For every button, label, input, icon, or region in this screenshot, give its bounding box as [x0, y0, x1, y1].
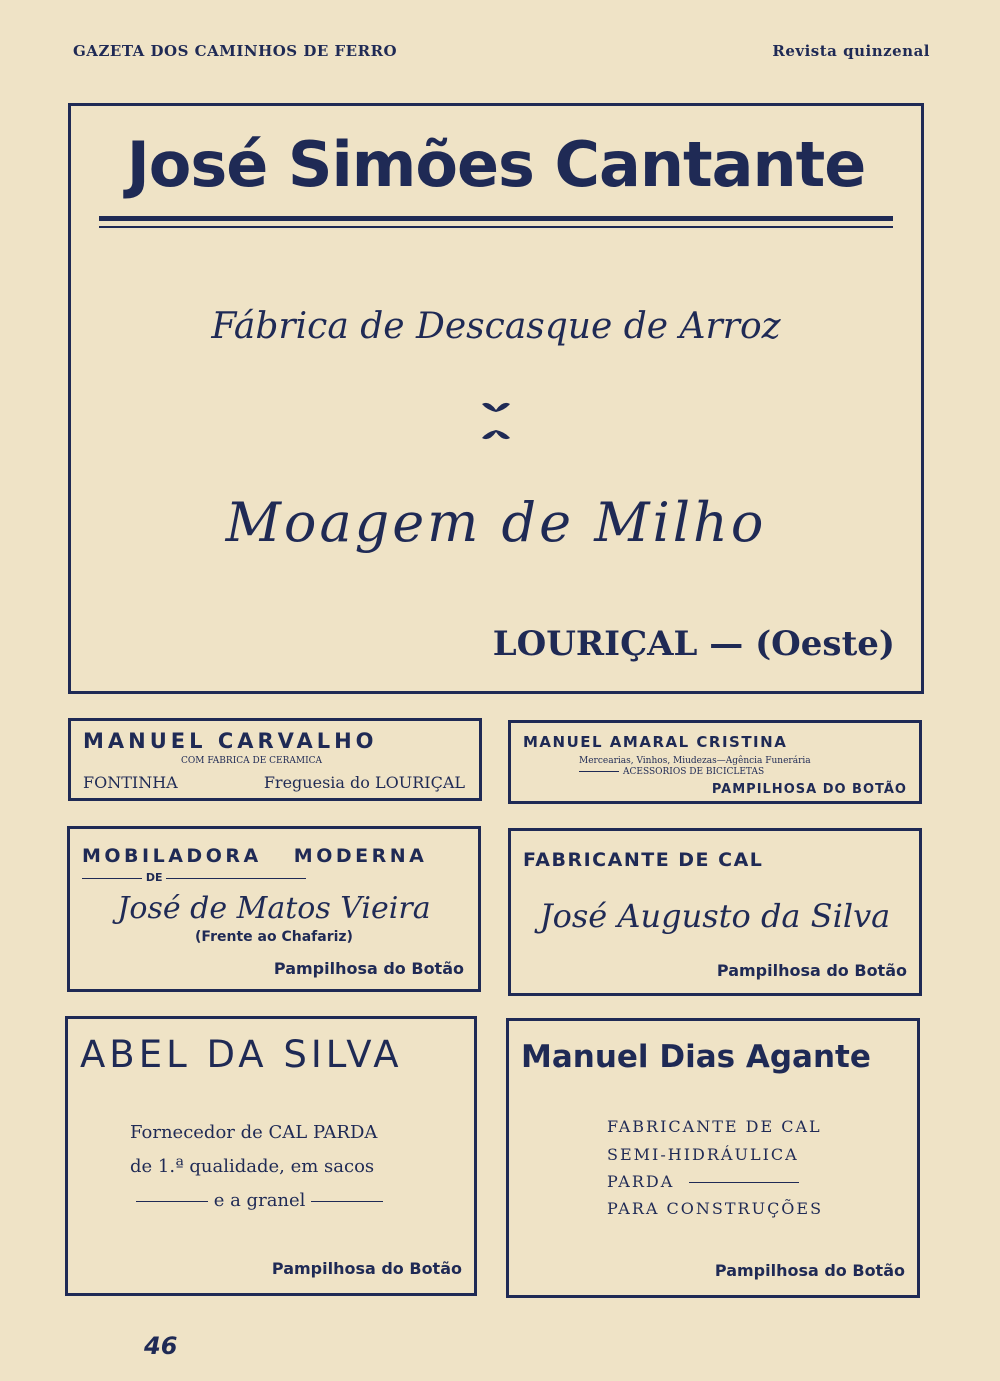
ad-parish: Freguesia do LOURIÇAL [263, 773, 465, 792]
ad-name: MANUEL AMARAL CRISTINA [523, 733, 788, 751]
ad-line3-wrap [136, 1190, 383, 1211]
ad-line4: PARA CONSTRUÇÕES [607, 1199, 824, 1218]
ad-line2: ACESSORIOS DE BICICLETAS [623, 767, 765, 777]
main-ad-location: LOURIÇAL — (Oeste) [492, 624, 895, 664]
ad-line3: e a granel [213, 1190, 306, 1211]
ad-location: Pampilhosa do Botão [271, 1259, 462, 1278]
ad-manuel-carvalho [68, 718, 482, 801]
journal-subtitle: Revista quinzenal [772, 42, 930, 60]
ad-owner: José de Matos Vieira [117, 891, 431, 926]
ornament-icon [479, 398, 513, 444]
double-rule-bottom [99, 226, 893, 228]
separator-line [579, 771, 619, 772]
ad-name: MANUEL CARVALHO [83, 729, 378, 753]
ad-place: FONTINHA [83, 773, 178, 792]
separator-line [136, 1201, 208, 1202]
separator-line [82, 878, 142, 879]
main-advertisement [68, 103, 924, 694]
double-rule-top [99, 216, 893, 221]
ad-owner: José Augusto da Silva [539, 897, 891, 935]
ad-subtitle: COM FABRICA DE CERAMICA [181, 756, 323, 766]
page-number: 46 [144, 1332, 178, 1360]
ad-fabricante-de-cal [508, 828, 922, 996]
ad-location: Pampilhosa do Botão [714, 1261, 905, 1280]
ad-mobiladora-moderna [67, 826, 481, 992]
ad-name: Manuel Dias Agante [521, 1039, 871, 1075]
ad-title: FABRICANTE DE CAL [523, 849, 764, 871]
ad-manuel-amaral-cristina [508, 720, 922, 804]
ad-abel-da-silva [65, 1016, 477, 1296]
ad-manuel-dias-agante [506, 1018, 920, 1298]
ad-line2: SEMI-HIDRÁULICA [607, 1145, 799, 1164]
ad-de-wrap [82, 871, 306, 884]
ad-de: DE [145, 871, 163, 884]
ad-address: (Frente ao Chafariz) [195, 929, 353, 945]
ad-line3: PARDA [607, 1172, 675, 1191]
ad-name: ABEL DA SILVA [80, 1033, 403, 1076]
separator-line [311, 1201, 383, 1202]
ad-line2-wrap [579, 767, 764, 777]
ad-line2: de 1.ª qualidade, em sacos [130, 1156, 375, 1177]
separator-line [689, 1182, 799, 1183]
ad-location: PAMPILHOSA DO BOTÃO [711, 782, 907, 797]
main-ad-line1: Fábrica de Descasque de Arroz [211, 306, 781, 347]
ad-line1: Fornecedor de CAL PARDA [130, 1122, 378, 1143]
ad-name: MOBILADORA MODERNA [82, 845, 428, 867]
ad-location: Pampilhosa do Botão [716, 961, 907, 980]
main-ad-line2: Moagem de Milho [225, 491, 767, 554]
separator-line [166, 878, 306, 879]
ad-line1: FABRICANTE DE CAL [607, 1117, 822, 1136]
ad-line1: Mercearias, Vinhos, Miudezas—Agência Funerária [579, 756, 811, 766]
ad-location: Pampilhosa do Botão [273, 959, 464, 978]
journal-title: GAZETA DOS CAMINHOS DE FERRO [73, 42, 398, 60]
ad-line3-wrap [607, 1172, 799, 1191]
main-ad-name: José Simões Cantante [126, 128, 866, 201]
